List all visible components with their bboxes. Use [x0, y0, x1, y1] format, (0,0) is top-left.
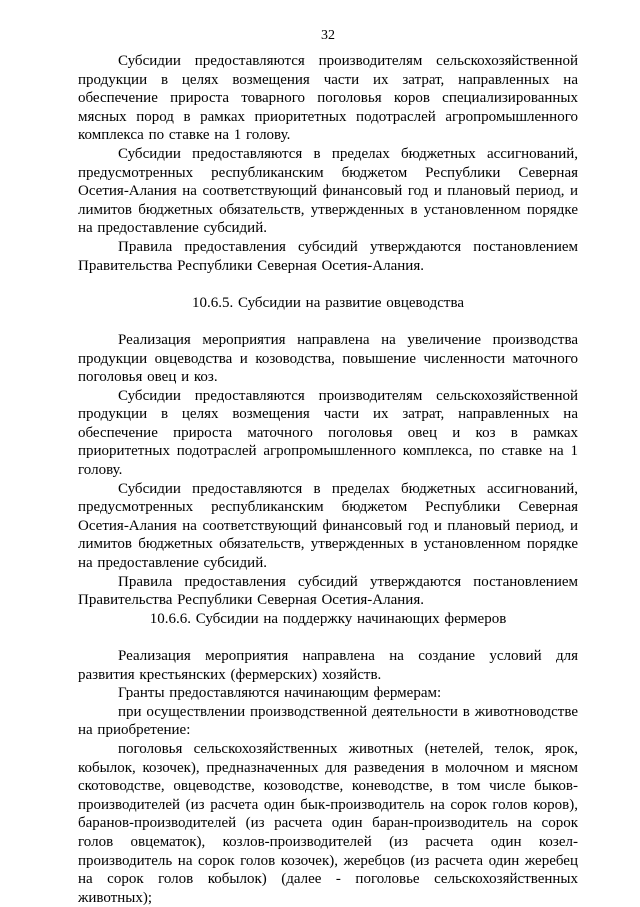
- paragraph-subsidies-beef-cattle: Субсидии предоставляются производителям сельскохозяйственной продукции в целях возмещения части их затрат, направленных на обеспечение прироста товарного поголовья коров специализированных мясных пород в рамках приоритетных подотраслей агропромышленного комплекса по ставке на 1 голову.: [78, 53, 578, 144]
- paragraph-budget-limits-1: Субсидии предоставляются в пределах бюджетных ассигнований, предусмотренных республиканским бюджетом Республики Северная Осетия-Алания на соответствующий финансовый год и плановый период, и лимитов бюджетных обязательств, утвержденных в установленном порядке на предоставление субсидий.: [78, 145, 578, 237]
- paragraph-rules-decree-2: Правила предоставления субсидий утверждаются постановлением Правительства Республики Северная Осетия-Алания.: [78, 573, 578, 609]
- paragraph-budget-limits-2: Субсидии предоставляются в пределах бюджетных ассигнований, предусмотренных республиканским бюджетом Республики Северная Осетия-Алания на соответствующий финансовый год и плановый период, и лимитов бюджетных обязательств, утвержденных в установленном порядке на предоставление субсидий.: [78, 480, 578, 572]
- paragraph-livestock-list: поголовья сельскохозяйственных животных (нетелей, телок, ярок, кобылок, козочек), предназначенных для разведения в молочном и мясном скотоводстве, овцеводстве, козоводстве, коневодстве, в том числе быков-производителей (из расчета один бык-производитель на сорок голов коров), баранов-производителей (из расчета один баран-производитель на сорок голов овцематок), козлов-производителей (из расчета один козел-производитель на сорок голов козочек), жеребцов (из расчета один жеребец на сорок голов кобылок) (далее - поголовье сельскохозяйственных животных);: [78, 740, 578, 906]
- page-number: 32: [321, 28, 335, 43]
- paragraph-sheep-goal: Реализация мероприятия направлена на увеличение производства продукции овцеводства и козоводства, повышение численности маточного поголовья овец и коз.: [78, 331, 578, 386]
- paragraph-farmers-goal: Реализация мероприятия направлена на создание условий для развития крестьянских (фермерских) хозяйств.: [78, 648, 578, 683]
- paragraph-subsidies-sheep: Субсидии предоставляются производителям сельскохозяйственной продукции в целях возмещения части их затрат, направленных на обеспечение прироста маточного поголовья овец и коз в рамках приоритетных подотраслей агропромышленного комплекса, по ставке на 1 голову.: [78, 387, 578, 479]
- paragraph-grants-intro: Гранты предоставляются начинающим фермерам:: [118, 685, 442, 702]
- section-heading-10-6-5: 10.6.5. Субсидии на развитие овцеводства: [191, 294, 464, 311]
- paragraph-rules-decree-1: Правила предоставления субсидий утверждаются постановлением Правительства Республики Северная Осетия-Алания.: [78, 238, 578, 274]
- section-heading-10-6-6: 10.6.6. Субсидии на поддержку начинающих фермеров: [149, 610, 507, 627]
- paragraph-livestock-activity: при осуществлении производственной деятельности в животноводстве на приобретение:: [78, 703, 578, 739]
